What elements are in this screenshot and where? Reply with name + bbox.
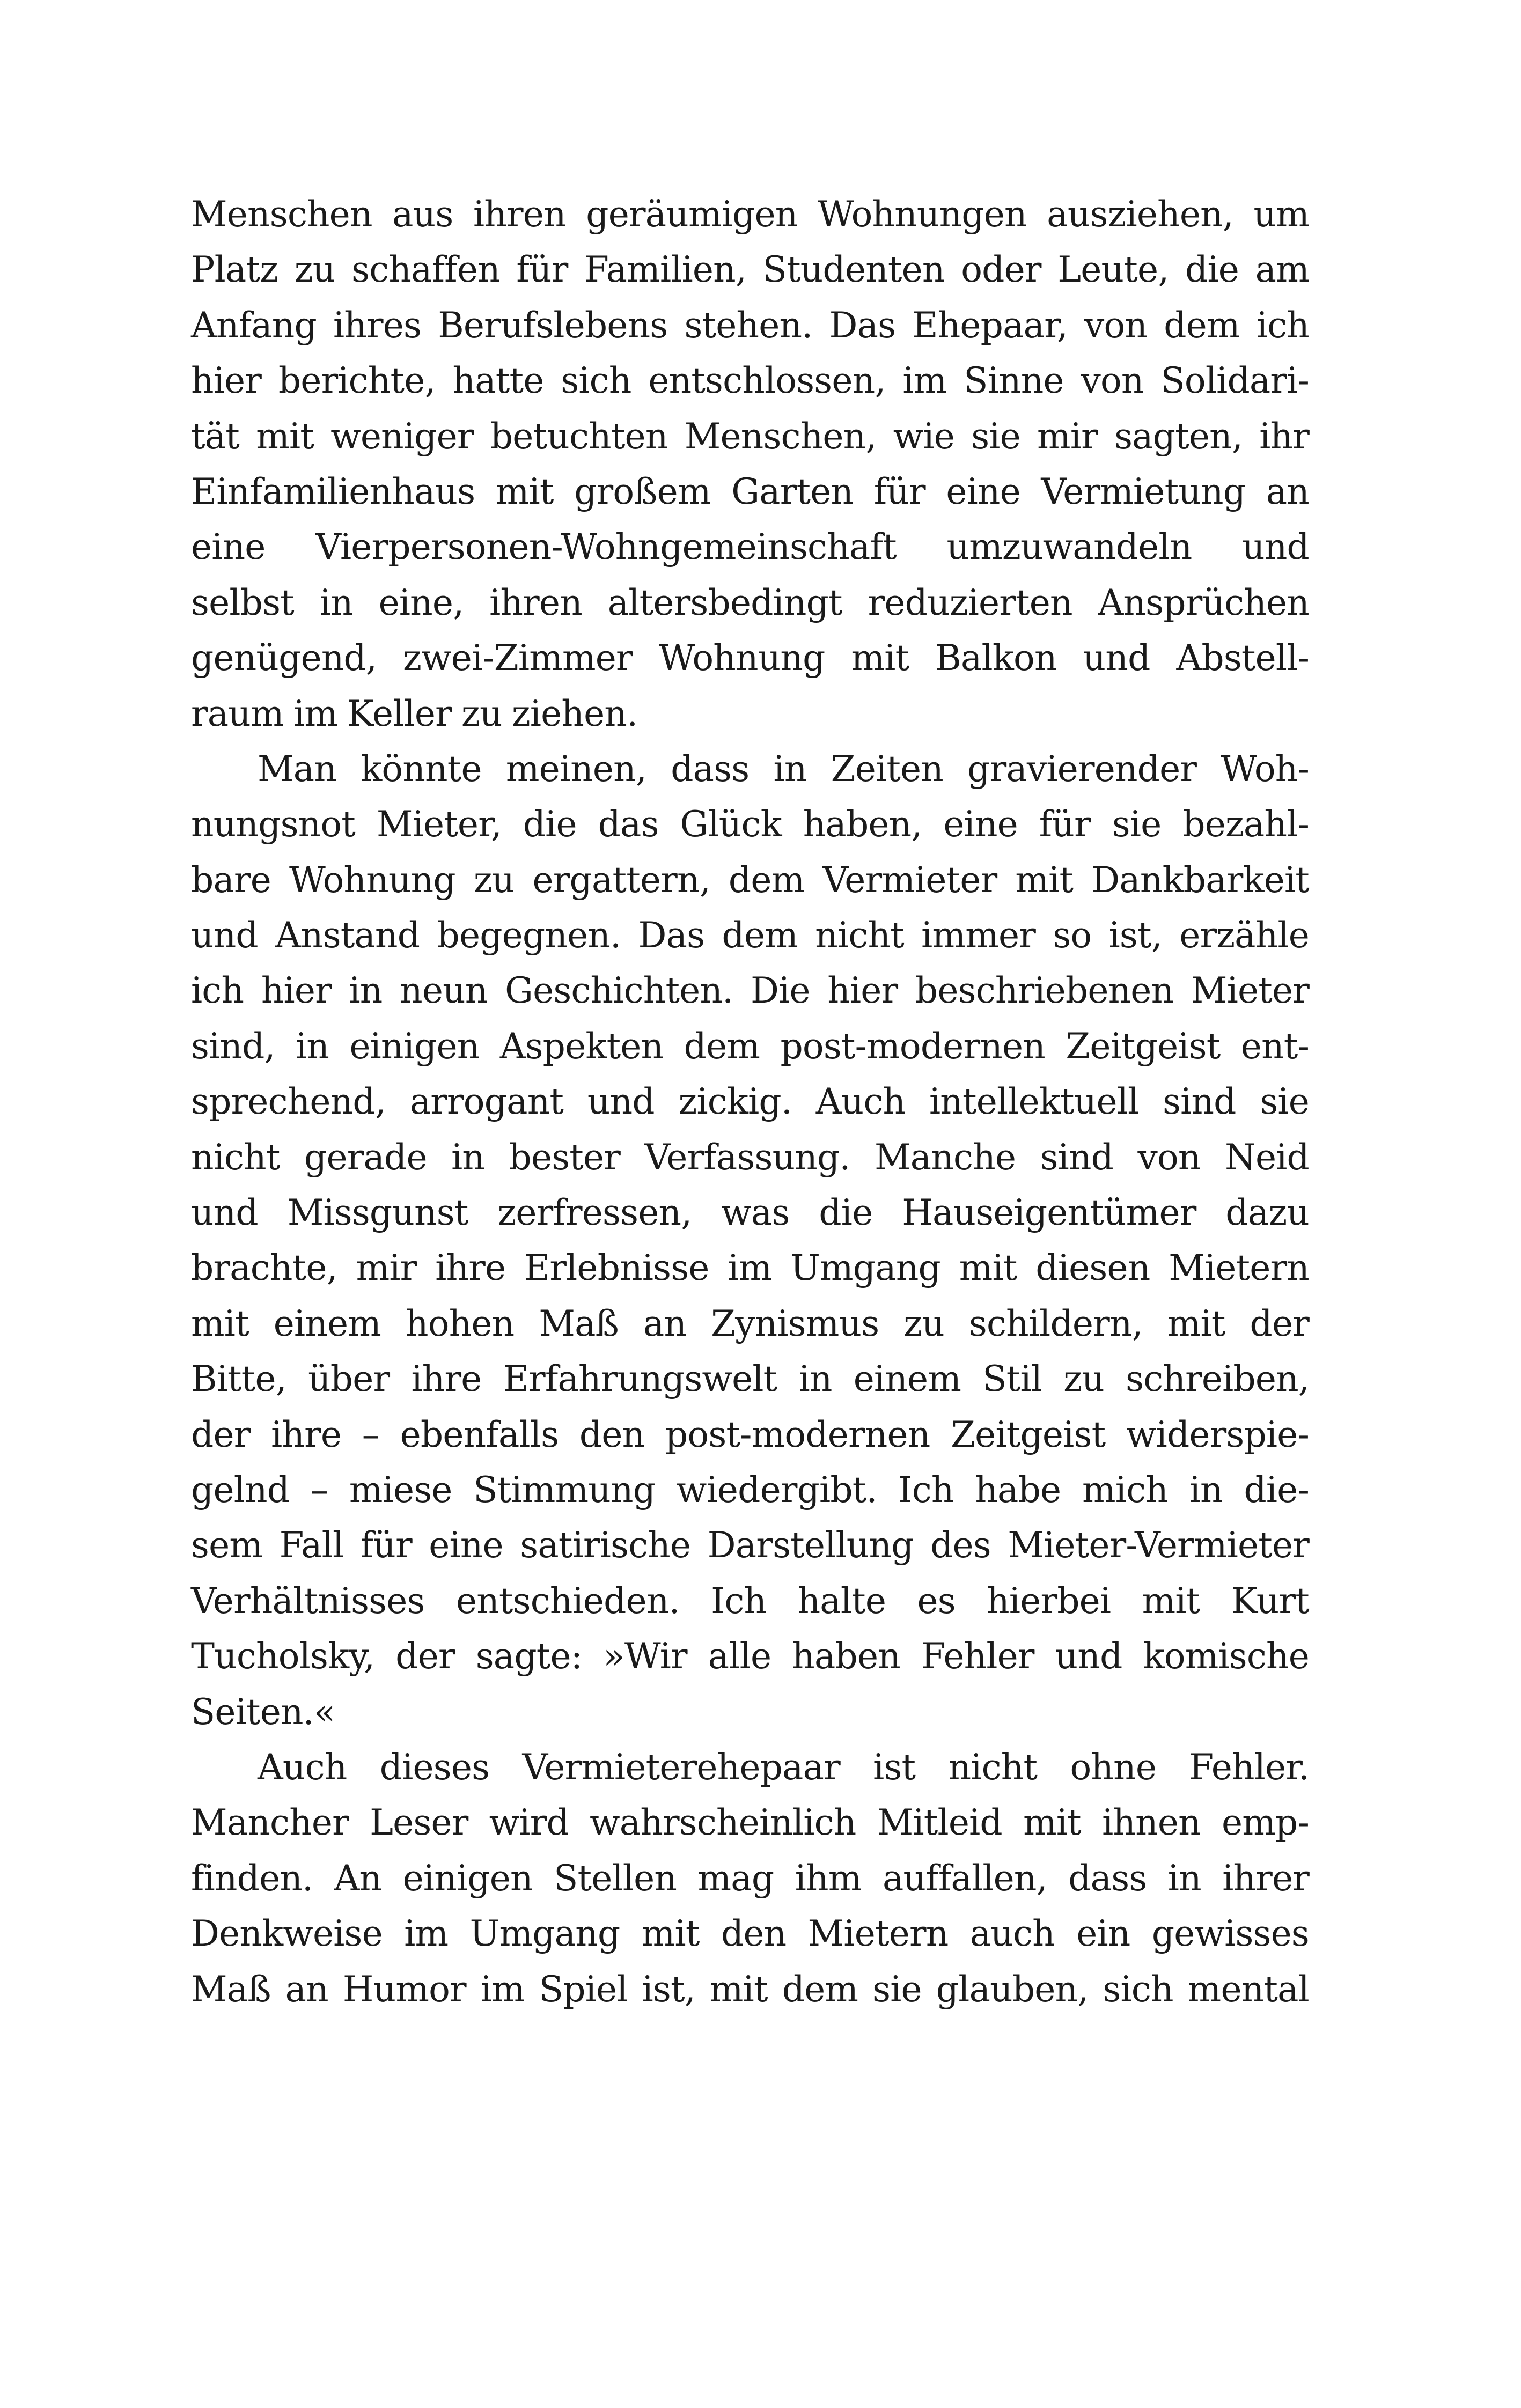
text-line: und Missgunst zerfressen, was die Hauseigentümer dazu (191, 1192, 1309, 1234)
text-line: hier berichte, hatte sich entschlossen, im Sinne von Solidari- (191, 360, 1309, 402)
text-line: sem Fall für eine satirische Darstellung des Mieter-Vermieter (191, 1525, 1309, 1566)
text-line: nungsnot Mieter, die das Glück haben, eine für sie bezahl- (191, 804, 1309, 845)
text-line: sind, in einigen Aspekten dem post-modernen Zeitgeist ent- (191, 1025, 1309, 1067)
text-line: ich hier in neun Geschichten. Die hier beschriebenen Mieter (191, 970, 1309, 1012)
paragraph (191, 1740, 1309, 2017)
text-line: Platz zu schaffen für Familien, Studenten oder Leute, die am (191, 249, 1309, 291)
body-text (191, 187, 1309, 2017)
text-line: Einfamilienhaus mit großem Garten für eine Vermietung an (191, 470, 1309, 512)
text-line: Bitte, über ihre Erfahrungswelt in einem Stil zu schreiben, (191, 1358, 1309, 1400)
paragraph (191, 741, 1309, 1740)
text-line: Verhältnisses entschieden. Ich halte es hierbei mit Kurt (191, 1580, 1309, 1622)
text-line: nicht gerade in bester Verfassung. Manche sind von Neid (191, 1136, 1309, 1178)
text-line: Mancher Leser wird wahrscheinlich Mitleid mit ihnen emp- (191, 1802, 1309, 1844)
text-line: genügend, zwei-Zimmer Wohnung mit Balkon und Abstell- (191, 637, 1309, 679)
text-line: Tucholsky, der sagte: »Wir alle haben Fehler und komische (191, 1636, 1309, 1677)
text-line: mit einem hohen Maß an Zynismus zu schildern, mit der (191, 1302, 1309, 1344)
text-line: Menschen aus ihren geräumigen Wohnungen ausziehen, um (191, 194, 1309, 235)
text-line: selbst in eine, ihren altersbedingt reduzierten Ansprüchen (191, 581, 1309, 623)
text-line: eine Vierpersonen-Wohngemeinschaft umzuwandeln und (191, 526, 1309, 568)
text-line: bare Wohnung zu ergattern, dem Vermieter mit Dankbarkeit (191, 859, 1309, 901)
paragraph (191, 187, 1309, 741)
text-line: Anfang ihres Berufslebens stehen. Das Ehepaar, von dem ich (191, 304, 1309, 346)
text-line: Seiten.« (191, 1691, 335, 1733)
text-line: und Anstand begegnen. Das dem nicht immer so ist, erzähle (191, 915, 1309, 956)
text-line: Maß an Humor im Spiel ist, mit dem sie glauben, sich mental (191, 1968, 1309, 2010)
text-line: der ihre – ebenfalls den post-modernen Zeitgeist widerspie- (191, 1413, 1309, 1455)
text-line: brachte, mir ihre Erlebnisse im Umgang mit diesen Mietern (191, 1247, 1309, 1289)
text-line: finden. An einigen Stellen mag ihm auffallen, dass in ihrer (191, 1857, 1309, 1899)
text-line: gelnd – miese Stimmung wiedergibt. Ich habe mich in die- (191, 1469, 1309, 1511)
text-line: Man könnte meinen, dass in Zeiten gravierender Woh- (258, 748, 1309, 790)
text-line: Auch dieses Vermieterehepaar ist nicht ohne Fehler. (258, 1746, 1309, 1788)
text-line: raum im Keller zu ziehen. (191, 693, 638, 734)
text-line: tät mit weniger betuchten Menschen, wie sie mir sagten, ihr (191, 415, 1309, 457)
text-line: sprechend, arrogant und zickig. Auch intellektuell sind sie (191, 1081, 1309, 1123)
text-line: Denkweise im Umgang mit den Mietern auch ein gewisses (191, 1913, 1309, 1955)
